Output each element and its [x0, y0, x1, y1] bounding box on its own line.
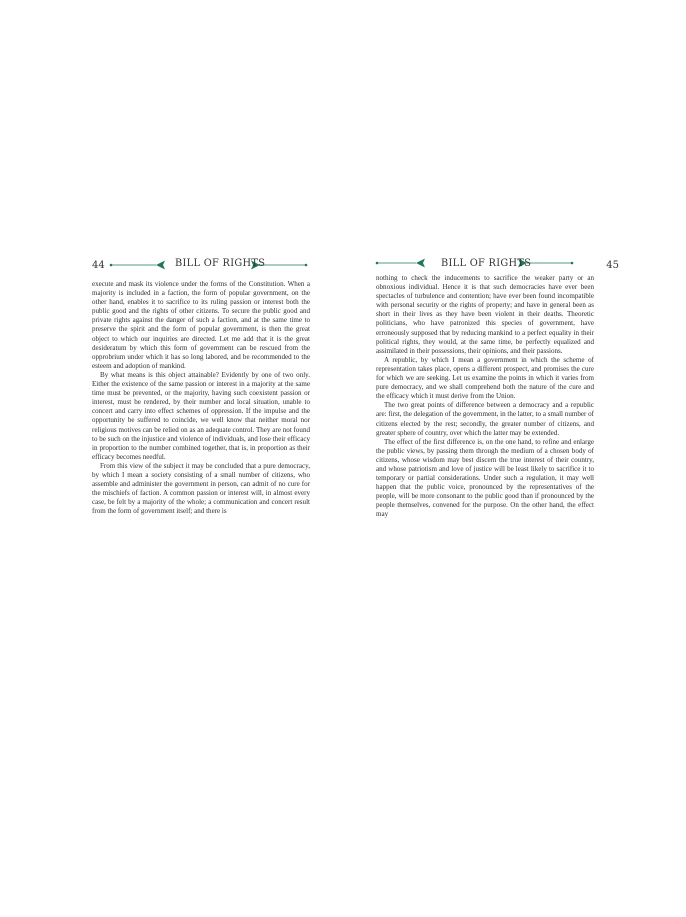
right-page-header [376, 256, 619, 274]
paragraph: execute and mask its violence under the forms of the Constitution. When a majority is included in a faction, the form of popular government, on the other hand, enables it to sacrifice to its ruling passion or interest both the public good and the rights of other citizens. To secure the public good and private rights against the danger of such a faction, and at the same time to preserve the spirit and the form of popular government, is then the great object to which our inquiries are directed. Let me add that it is the great desideratum by which this form of government can be rescued from the opprobrium under which it has so long labored, and be recommended to the esteem and adoption of mankind. [92, 280, 310, 370]
left-page-body [92, 280, 310, 516]
left-page [92, 256, 310, 516]
running-title-right: BILL OF RIGHTS [441, 258, 532, 269]
paragraph: nothing to check the inducements to sacrifice the weaker party or an obnoxious individual. Hence it is that such democracies have ever been spectacles of turbulence and contention; have ever been found incompatible with personal security or the rights of property; and have in general been as short in their lives as they have been violent in their deaths. Theoretic politicians, who have patronized this species of government, have erroneously supposed that by reducing mankind to a perfect equality in their political rights, they would, at the same time, be perfectly equalized and assimilated in their possessions, their opinions, and their passions. [376, 274, 594, 355]
paragraph: The effect of the first difference is, on the one hand, to refine and enlarge the public views, by passing them through the medium of a chosen body of citizens, whose wisdom may best discern the true interest of their country, and whose patriotism and love of justice will be least likely to sacrifice it to temporary or partial considerations. Under such a regulation, it may well happen that the public voice, pronounced by the representatives of the people, will be more consonant to the public good than if pronounced by the people themselves, convened for the purpose. On the other hand, the effect may [376, 437, 594, 519]
paragraph: The two great points of difference between a democracy and a republic are: first, the delegation of the government, in the latter, to a small number of citizens elected by the rest; secondly, the greater number of citizens, and greater sphere of country, over which the latter may be extended. [376, 401, 594, 437]
page-number-left: 44 [92, 260, 105, 271]
running-title-left: BILL OF RIGHTS [175, 258, 266, 269]
paragraph: A republic, by which I mean a government in which the scheme of representation takes place, opens a different prospect, and promises the cure for which we are seeking. Let us examine the points in which it varies from pure democracy, and we shall comprehend both the nature of the cure and the efficacy which it must derive from the Union. [376, 355, 594, 401]
left-page-header [92, 256, 310, 274]
right-page [376, 256, 619, 519]
right-page-body [376, 274, 594, 520]
paragraph: From this view of the subject it may be concluded that a pure democracy, by which I mean a society consisting of a small number of citizens, who assemble and administer the government in person, can admit of no cure for the mischiefs of faction. A common passion or interest will, in almost every case, be felt by a majority of the whole; a communication and concert result from the form of government itself; and there is [92, 461, 310, 516]
paragraph: By what means is this object attainable? Evidently by one of two only. Either the existence of the same passion or interest in a majority at the same time must be prevented, or the majority, having such coexistent passion or interest, must be rendered, by their number and local situation, unable to concert and carry into effect schemes of oppression. If the impulse and the opportunity be suffered to coincide, we well know that neither moral nor religious motives can be relied on as an adequate control. They are not found to be such on the injustice and violence of individuals, and lose their efficacy in proportion to the number combined together, that is, in proportion as their efficacy becomes needful. [92, 370, 310, 461]
page-number-right: 45 [606, 260, 619, 271]
